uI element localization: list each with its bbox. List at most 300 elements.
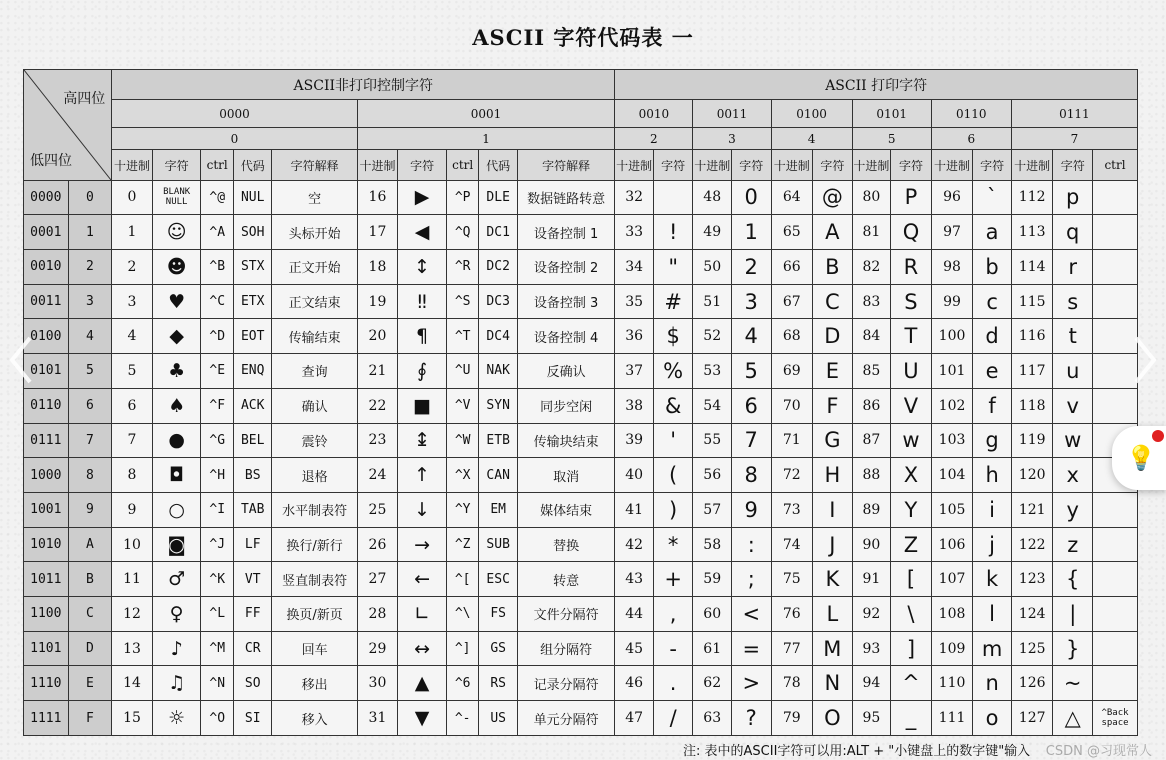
cell-desc: 移入 xyxy=(272,701,357,736)
sub-char: 字符 xyxy=(731,150,771,180)
row-hex: 5 xyxy=(68,354,112,389)
nonprint-header: ASCII非打印控制字符 xyxy=(112,70,615,100)
row-hex: 7 xyxy=(68,423,112,458)
cell-char: % xyxy=(653,354,693,389)
sub-dec: 十进制 xyxy=(112,150,153,180)
cell-dec: 71 xyxy=(771,423,813,458)
row-hex: 6 xyxy=(68,388,112,423)
col-num-4: 4 xyxy=(771,128,852,150)
sub-char: 字符 xyxy=(1053,150,1093,180)
cell-code: ETX xyxy=(233,284,272,319)
cell-char: w xyxy=(1053,423,1093,458)
cell-ctrl: ^O xyxy=(201,701,233,736)
table-row xyxy=(24,631,1138,666)
cell-dec: 65 xyxy=(771,215,813,250)
cell-char: ' xyxy=(653,423,693,458)
cell-symbol: ▶ xyxy=(398,180,447,215)
cell-ctrl: ^J xyxy=(201,527,233,562)
table-row xyxy=(24,284,1138,319)
cell-dec: 8 xyxy=(112,458,153,493)
cell-dec: 11 xyxy=(112,562,153,597)
cell-dec: 48 xyxy=(693,180,732,215)
cell-dec: 63 xyxy=(693,701,732,736)
cell-dec: 121 xyxy=(1011,492,1053,527)
cell-symbol: ■ xyxy=(398,388,447,423)
cell-dec: 51 xyxy=(693,284,732,319)
cell-desc: 数据链路转意 xyxy=(517,180,614,215)
cell-char: S xyxy=(891,284,932,319)
cell-dec: 15 xyxy=(112,701,153,736)
cell-dec: 38 xyxy=(615,388,654,423)
table-row xyxy=(24,562,1138,597)
cell-char: V xyxy=(891,388,932,423)
cell-char: + xyxy=(653,562,693,597)
cell-ctrl: ^C xyxy=(201,284,233,319)
cell-char: 9 xyxy=(731,492,771,527)
cell-char: _ xyxy=(891,701,932,736)
cell-dec: 10 xyxy=(112,527,153,562)
sub-desc: 字符解释 xyxy=(517,150,614,180)
footer-note: 注: 表中的ASCII字符可以用:ALT + "小键盘上的数字键"输入 xyxy=(683,744,1031,759)
cell-char: { xyxy=(1053,562,1093,597)
cell-dec: 113 xyxy=(1011,215,1053,250)
cell-char: U xyxy=(891,354,932,389)
cell-symbol: ¶ xyxy=(398,319,447,354)
row-bits: 1100 xyxy=(24,597,69,632)
cell-dec: 79 xyxy=(771,701,813,736)
cell-code: SUB xyxy=(479,527,518,562)
cell-dec: 110 xyxy=(931,666,973,701)
cell-char: | xyxy=(1053,597,1093,632)
cell-ctrl: ^L xyxy=(201,597,233,632)
table-row xyxy=(24,597,1138,632)
cell-empty xyxy=(1093,666,1138,701)
cell-dec: 17 xyxy=(357,215,398,250)
print-header: ASCII 打印字符 xyxy=(615,70,1138,100)
cell-dec: 57 xyxy=(693,492,732,527)
cell-symbol: ♫ xyxy=(152,666,201,701)
cell-dec: 62 xyxy=(693,666,732,701)
cell-char: ) xyxy=(653,492,693,527)
cell-char: Z xyxy=(891,527,932,562)
cell-code: CAN xyxy=(479,458,518,493)
cell-dec: 120 xyxy=(1011,458,1053,493)
table-row xyxy=(24,423,1138,458)
cell-dec: 73 xyxy=(771,492,813,527)
sub-dec: 十进制 xyxy=(1011,150,1053,180)
cell-dec: 117 xyxy=(1011,354,1053,389)
cell-ctrl: ^Y xyxy=(446,492,478,527)
row-hex: 0 xyxy=(68,180,112,215)
cell-dec: 102 xyxy=(931,388,973,423)
cell-code: DC4 xyxy=(479,319,518,354)
cell-desc: 文件分隔符 xyxy=(517,597,614,632)
cell-dec: 27 xyxy=(357,562,398,597)
cell-symbol: ‼ xyxy=(398,284,447,319)
cell-char: l xyxy=(973,597,1012,632)
cell-char: 3 xyxy=(731,284,771,319)
cell-dec: 95 xyxy=(852,701,891,736)
cell-char: N xyxy=(813,666,853,701)
table-row xyxy=(24,458,1138,493)
cell-dec: 42 xyxy=(615,527,654,562)
cell-ctrl: ^A xyxy=(201,215,233,250)
col-num-6: 6 xyxy=(931,128,1011,150)
cell-code: SYN xyxy=(479,388,518,423)
cell-ctrl: ^N xyxy=(201,666,233,701)
cell-empty xyxy=(1093,215,1138,250)
cell-dec: 56 xyxy=(693,458,732,493)
row-bits: 0010 xyxy=(24,250,69,285)
sub-ctrl: ctrl xyxy=(1093,150,1138,180)
cell-code: ACK xyxy=(233,388,272,423)
cell-dec: 54 xyxy=(693,388,732,423)
sub-char: 字符 xyxy=(398,150,447,180)
row-hex: D xyxy=(68,631,112,666)
watermark: CSDN @习现常人 xyxy=(1045,744,1152,759)
notification-dot xyxy=(1152,430,1164,442)
cell-desc: 设备控制 3 xyxy=(517,284,614,319)
cell-code: ETB xyxy=(479,423,518,458)
cell-char: g xyxy=(973,423,1012,458)
cell-dec: 122 xyxy=(1011,527,1053,562)
cell-char: q xyxy=(1053,215,1093,250)
cell-empty xyxy=(1093,250,1138,285)
cell-symbol: ◘ xyxy=(152,458,201,493)
row-hex: C xyxy=(68,597,112,632)
cell-code: FS xyxy=(479,597,518,632)
cell-char: < xyxy=(731,597,771,632)
cell-dec: 92 xyxy=(852,597,891,632)
sub-ctrl: ctrl xyxy=(446,150,478,180)
cell-char: ; xyxy=(731,562,771,597)
cell-dec: 87 xyxy=(852,423,891,458)
cell-dec: 55 xyxy=(693,423,732,458)
cell-dec: 96 xyxy=(931,180,973,215)
cell-symbol: ♠ xyxy=(152,388,201,423)
cell-char: = xyxy=(731,631,771,666)
cell-char: I xyxy=(813,492,853,527)
cell-symbol: ♪ xyxy=(152,631,201,666)
cell-code: US xyxy=(479,701,518,736)
col-num-0: 0 xyxy=(112,128,357,150)
cell-char: L xyxy=(813,597,853,632)
table-row xyxy=(24,492,1138,527)
cell-desc: 设备控制 2 xyxy=(517,250,614,285)
cell-char: O xyxy=(813,701,853,736)
cell-symbol: ♥ xyxy=(152,284,201,319)
row-hex: 8 xyxy=(68,458,112,493)
cell-symbol: ∟ xyxy=(398,597,447,632)
table-row xyxy=(24,666,1138,701)
chevron-left-icon[interactable] xyxy=(6,330,36,390)
cell-dec: 23 xyxy=(357,423,398,458)
cell-char: h xyxy=(973,458,1012,493)
row-hex: 4 xyxy=(68,319,112,354)
cell-dec: 90 xyxy=(852,527,891,562)
cell-dec: 126 xyxy=(1011,666,1053,701)
cell-dec: 43 xyxy=(615,562,654,597)
cell-code: CR xyxy=(233,631,272,666)
cell-char: C xyxy=(813,284,853,319)
cell-ctrl: ^U xyxy=(446,354,478,389)
cell-dec: 26 xyxy=(357,527,398,562)
cell-symbol: ● xyxy=(152,423,201,458)
cell-empty xyxy=(1093,631,1138,666)
cell-char: [ xyxy=(891,562,932,597)
cell-ctrl: ^V xyxy=(446,388,478,423)
cell-symbol: ↔ xyxy=(398,631,447,666)
cell-ctrl: ^B xyxy=(201,250,233,285)
cell-empty xyxy=(1093,562,1138,597)
cell-dec: 78 xyxy=(771,666,813,701)
cell-dec: 91 xyxy=(852,562,891,597)
cell-dec: 66 xyxy=(771,250,813,285)
cell-dec: 101 xyxy=(931,354,973,389)
cell-char: ^ xyxy=(891,666,932,701)
cell-char: y xyxy=(1053,492,1093,527)
cell-ctrl: ^] xyxy=(446,631,478,666)
cell-symbol: ☺ xyxy=(152,215,201,250)
cell-desc: 空 xyxy=(272,180,357,215)
cell-char: - xyxy=(653,631,693,666)
cell-dec: 47 xyxy=(615,701,654,736)
cell-dec: 36 xyxy=(615,319,654,354)
cell-dec: 50 xyxy=(693,250,732,285)
cell-char: 2 xyxy=(731,250,771,285)
row-hex: F xyxy=(68,701,112,736)
cell-char: T xyxy=(891,319,932,354)
cell-dec: 22 xyxy=(357,388,398,423)
cell-code: DLE xyxy=(479,180,518,215)
cell-char: u xyxy=(1053,354,1093,389)
cell-dec: 116 xyxy=(1011,319,1053,354)
cell-char: M xyxy=(813,631,853,666)
cell-dec: 1 xyxy=(112,215,153,250)
cell-char: ? xyxy=(731,701,771,736)
cell-dec: 82 xyxy=(852,250,891,285)
col-num-1: 1 xyxy=(357,128,615,150)
cell-char: a xyxy=(973,215,1012,250)
row-hex: 9 xyxy=(68,492,112,527)
chevron-right-icon[interactable] xyxy=(1130,330,1160,390)
cell-dec: 93 xyxy=(852,631,891,666)
row-bits: 1011 xyxy=(24,562,69,597)
cell-dec: 52 xyxy=(693,319,732,354)
sub-char: 字符 xyxy=(653,150,693,180)
sub-char: 字符 xyxy=(973,150,1012,180)
cell-dec: 80 xyxy=(852,180,891,215)
cell-ctrl: ^K xyxy=(201,562,233,597)
cell-char: J xyxy=(813,527,853,562)
row-bits: 0110 xyxy=(24,388,69,423)
cell-char: s xyxy=(1053,284,1093,319)
cell-char xyxy=(653,180,693,215)
cell-dec: 45 xyxy=(615,631,654,666)
col-num-5: 5 xyxy=(852,128,931,150)
cell-char: w xyxy=(891,423,932,458)
cell-char: ] xyxy=(891,631,932,666)
cell-code: RS xyxy=(479,666,518,701)
cell-char: " xyxy=(653,250,693,285)
cell-dec: 105 xyxy=(931,492,973,527)
cell-desc: 退格 xyxy=(272,458,357,493)
cell-desc: 反确认 xyxy=(517,354,614,389)
cell-dec: 28 xyxy=(357,597,398,632)
col-bits-0: 0000 xyxy=(112,100,357,128)
cell-dec: 35 xyxy=(615,284,654,319)
cell-ctrl: ^\ xyxy=(446,597,478,632)
table-row xyxy=(24,319,1138,354)
cell-code: STX xyxy=(233,250,272,285)
cell-dec: 81 xyxy=(852,215,891,250)
cell-dec: 64 xyxy=(771,180,813,215)
cell-char: X xyxy=(891,458,932,493)
cell-dec: 100 xyxy=(931,319,973,354)
cell-desc: 确认 xyxy=(272,388,357,423)
cell-empty xyxy=(1093,284,1138,319)
cell-desc: 换页/新页 xyxy=(272,597,357,632)
cell-char: ` xyxy=(973,180,1012,215)
cell-dec: 107 xyxy=(931,562,973,597)
cell-code: SO xyxy=(233,666,272,701)
cell-dec: 9 xyxy=(112,492,153,527)
cell-code: NAK xyxy=(479,354,518,389)
cell-symbol: ☻ xyxy=(152,250,201,285)
cell-symbol: ↓ xyxy=(398,492,447,527)
cell-dec: 127 xyxy=(1011,701,1053,736)
cell-dec: 109 xyxy=(931,631,973,666)
sub-dec: 十进制 xyxy=(357,150,398,180)
cell-char: o xyxy=(973,701,1012,736)
corner-low-label: 低四位 xyxy=(30,152,72,169)
cell-dec: 124 xyxy=(1011,597,1053,632)
sub-desc: 字符解释 xyxy=(272,150,357,180)
cell-char: ~ xyxy=(1053,666,1093,701)
cell-dec: 99 xyxy=(931,284,973,319)
cell-char: Y xyxy=(891,492,932,527)
cell-dec: 106 xyxy=(931,527,973,562)
cell-dec: 88 xyxy=(852,458,891,493)
helper-button[interactable] xyxy=(1112,426,1166,490)
cell-char: P xyxy=(891,180,932,215)
cell-dec: 41 xyxy=(615,492,654,527)
cell-char: 4 xyxy=(731,319,771,354)
cell-dec: 119 xyxy=(1011,423,1053,458)
table-row xyxy=(24,354,1138,389)
cell-desc: 转意 xyxy=(517,562,614,597)
cell-empty xyxy=(1093,180,1138,215)
cell-desc: 移出 xyxy=(272,666,357,701)
cell-dec: 111 xyxy=(931,701,973,736)
cell-desc: 正文结束 xyxy=(272,284,357,319)
cell-dec: 14 xyxy=(112,666,153,701)
cell-ctrl: ^H xyxy=(201,458,233,493)
cell-ctrl: ^@ xyxy=(201,180,233,215)
cell-dec: 58 xyxy=(693,527,732,562)
cell-symbol: ← xyxy=(398,562,447,597)
cell-dec: 103 xyxy=(931,423,973,458)
cell-empty xyxy=(1093,527,1138,562)
cell-symbol: ▲ xyxy=(398,666,447,701)
cell-char: b xyxy=(973,250,1012,285)
cell-symbol: ↕ xyxy=(398,250,447,285)
cell-char: $ xyxy=(653,319,693,354)
cell-ctrl: ^W xyxy=(446,423,478,458)
cell-symbol: ∮ xyxy=(398,354,447,389)
cell-code: GS xyxy=(479,631,518,666)
cell-char: 1 xyxy=(731,215,771,250)
cell-dec: 32 xyxy=(615,180,654,215)
cell-dec: 6 xyxy=(112,388,153,423)
cell-code: NUL xyxy=(233,180,272,215)
sub-dec: 十进制 xyxy=(693,150,732,180)
cell-char: @ xyxy=(813,180,853,215)
cell-code: LF xyxy=(233,527,272,562)
cell-dec: 72 xyxy=(771,458,813,493)
cell-char: r xyxy=(1053,250,1093,285)
cell-char: k xyxy=(973,562,1012,597)
cell-dec: 118 xyxy=(1011,388,1053,423)
ascii-table xyxy=(23,69,1138,736)
cell-code: DC3 xyxy=(479,284,518,319)
sub-char: 字符 xyxy=(152,150,201,180)
cell-dec: 75 xyxy=(771,562,813,597)
col-num-2: 2 xyxy=(615,128,693,150)
cell-dec: 24 xyxy=(357,458,398,493)
cell-char: v xyxy=(1053,388,1093,423)
cell-symbol: ↑ xyxy=(398,458,447,493)
cell-dec: 18 xyxy=(357,250,398,285)
cell-char: D xyxy=(813,319,853,354)
cell-char: * xyxy=(653,527,693,562)
col-num-3: 3 xyxy=(693,128,771,150)
cell-dec: 5 xyxy=(112,354,153,389)
cell-desc: 竖直制表符 xyxy=(272,562,357,597)
cell-empty xyxy=(1093,597,1138,632)
cell-ctrl: ^X xyxy=(446,458,478,493)
cell-dec: 49 xyxy=(693,215,732,250)
cell-dec: 0 xyxy=(112,180,153,215)
cell-dec: 114 xyxy=(1011,250,1053,285)
table-row xyxy=(24,388,1138,423)
cell-dec: 70 xyxy=(771,388,813,423)
corner-high-label: 高四位 xyxy=(63,91,106,107)
cell-code: EM xyxy=(479,492,518,527)
row-bits: 1101 xyxy=(24,631,69,666)
cell-symbol: ◆ xyxy=(152,319,201,354)
cell-char: . xyxy=(653,666,693,701)
cell-dec: 77 xyxy=(771,631,813,666)
cell-char: n xyxy=(973,666,1012,701)
cell-desc: 设备控制 1 xyxy=(517,215,614,250)
cell-desc: 换行/新行 xyxy=(272,527,357,562)
cell-dec: 86 xyxy=(852,388,891,423)
cell-char: c xyxy=(973,284,1012,319)
row-bits: 0011 xyxy=(24,284,69,319)
cell-ctrl: ^G xyxy=(201,423,233,458)
table-row xyxy=(24,250,1138,285)
cell-symbol: ♂ xyxy=(152,562,201,597)
cell-ctrl: ^E xyxy=(201,354,233,389)
cell-dec: 34 xyxy=(615,250,654,285)
cell-desc: 取消 xyxy=(517,458,614,493)
row-bits: 1110 xyxy=(24,666,69,701)
cell-last-ctrl: ^Back space xyxy=(1093,701,1138,736)
cell-symbol: ♣ xyxy=(152,354,201,389)
cell-desc: 记录分隔符 xyxy=(517,666,614,701)
sub-ctrl: ctrl xyxy=(201,150,233,180)
